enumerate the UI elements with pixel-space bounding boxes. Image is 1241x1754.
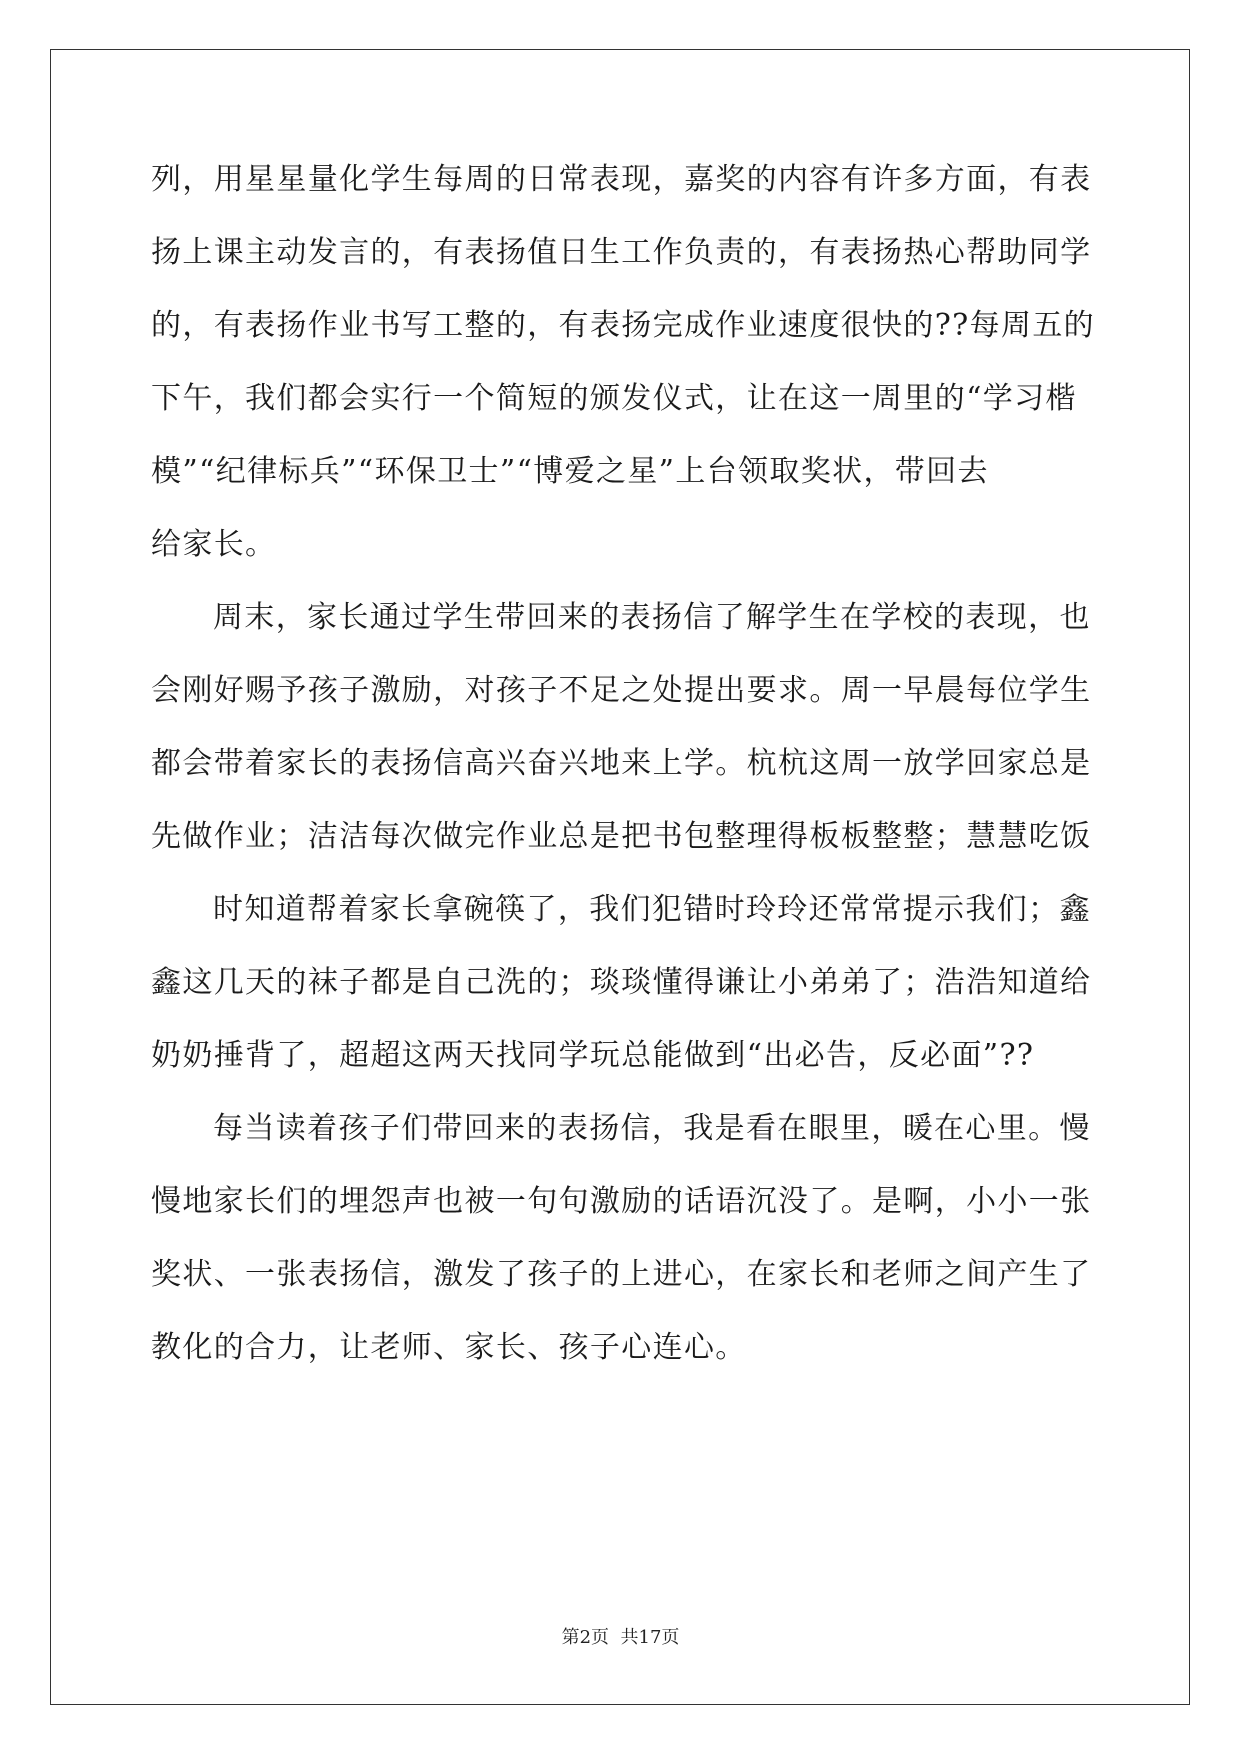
text-line: 时知道帮着家长拿碗筷了，我们犯错时玲玲还常常提示我们；鑫 bbox=[213, 892, 1091, 927]
text-line: 周末，家长通过学生带回来的表扬信了解学生在学校的表现，也 bbox=[213, 600, 1091, 635]
text-line: 每当读着孩子们带回来的表扬信，我是看在眼里，暖在心里。慢 bbox=[213, 1111, 1091, 1146]
text-line: 下午，我们都会实行一个简短的颁发仪式，让在这一周里的“学习楷 bbox=[151, 381, 1077, 416]
page-border bbox=[50, 49, 1190, 1705]
text-line: 慢地家长们的埋怨声也被一句句激励的话语沉没了。是啊，小小一张 bbox=[151, 1184, 1092, 1219]
text-line: 列，用星星量化学生每周的日常表现，嘉奖的内容有许多方面，有表 bbox=[151, 162, 1092, 197]
page-number-footer: 第2页 共17页 bbox=[561, 1627, 680, 1648]
text-line: 的，有表扬作业书写工整的，有表扬完成作业速度很快的??每周五的 bbox=[151, 308, 1096, 343]
text-line: 鑫这几天的袜子都是自己洗的；琰琰懂得谦让小弟弟了；浩浩知道给 bbox=[151, 965, 1092, 1000]
text-line: 奖状、一张表扬信，激发了孩子的上进心，在家长和老师之间产生了 bbox=[151, 1257, 1092, 1292]
text-line: 都会带着家长的表扬信高兴奋兴地来上学。杭杭这周一放学回家总是 bbox=[151, 746, 1092, 781]
text-line: 教化的合力，让老师、家长、孩子心连心。 bbox=[151, 1330, 747, 1365]
text-line: 奶奶捶背了，超超这两天找同学玩总能做到“出必告，反必面”?? bbox=[151, 1038, 1035, 1073]
text-line: 扬上课主动发言的，有表扬值日生工作负责的，有表扬热心帮助同学 bbox=[151, 235, 1092, 270]
text-line: 给家长。 bbox=[151, 527, 277, 562]
text-line: 模”“纪律标兵”“环保卫士”“博爱之星”上台领取奖状，带回去 bbox=[151, 454, 989, 489]
text-line: 先做作业；洁洁每次做完作业总是把书包整理得板板整整；慧慧吃饭 bbox=[151, 819, 1092, 854]
text-line: 会刚好赐予孩子激励，对孩子不足之处提出要求。周一早晨每位学生 bbox=[151, 673, 1092, 708]
